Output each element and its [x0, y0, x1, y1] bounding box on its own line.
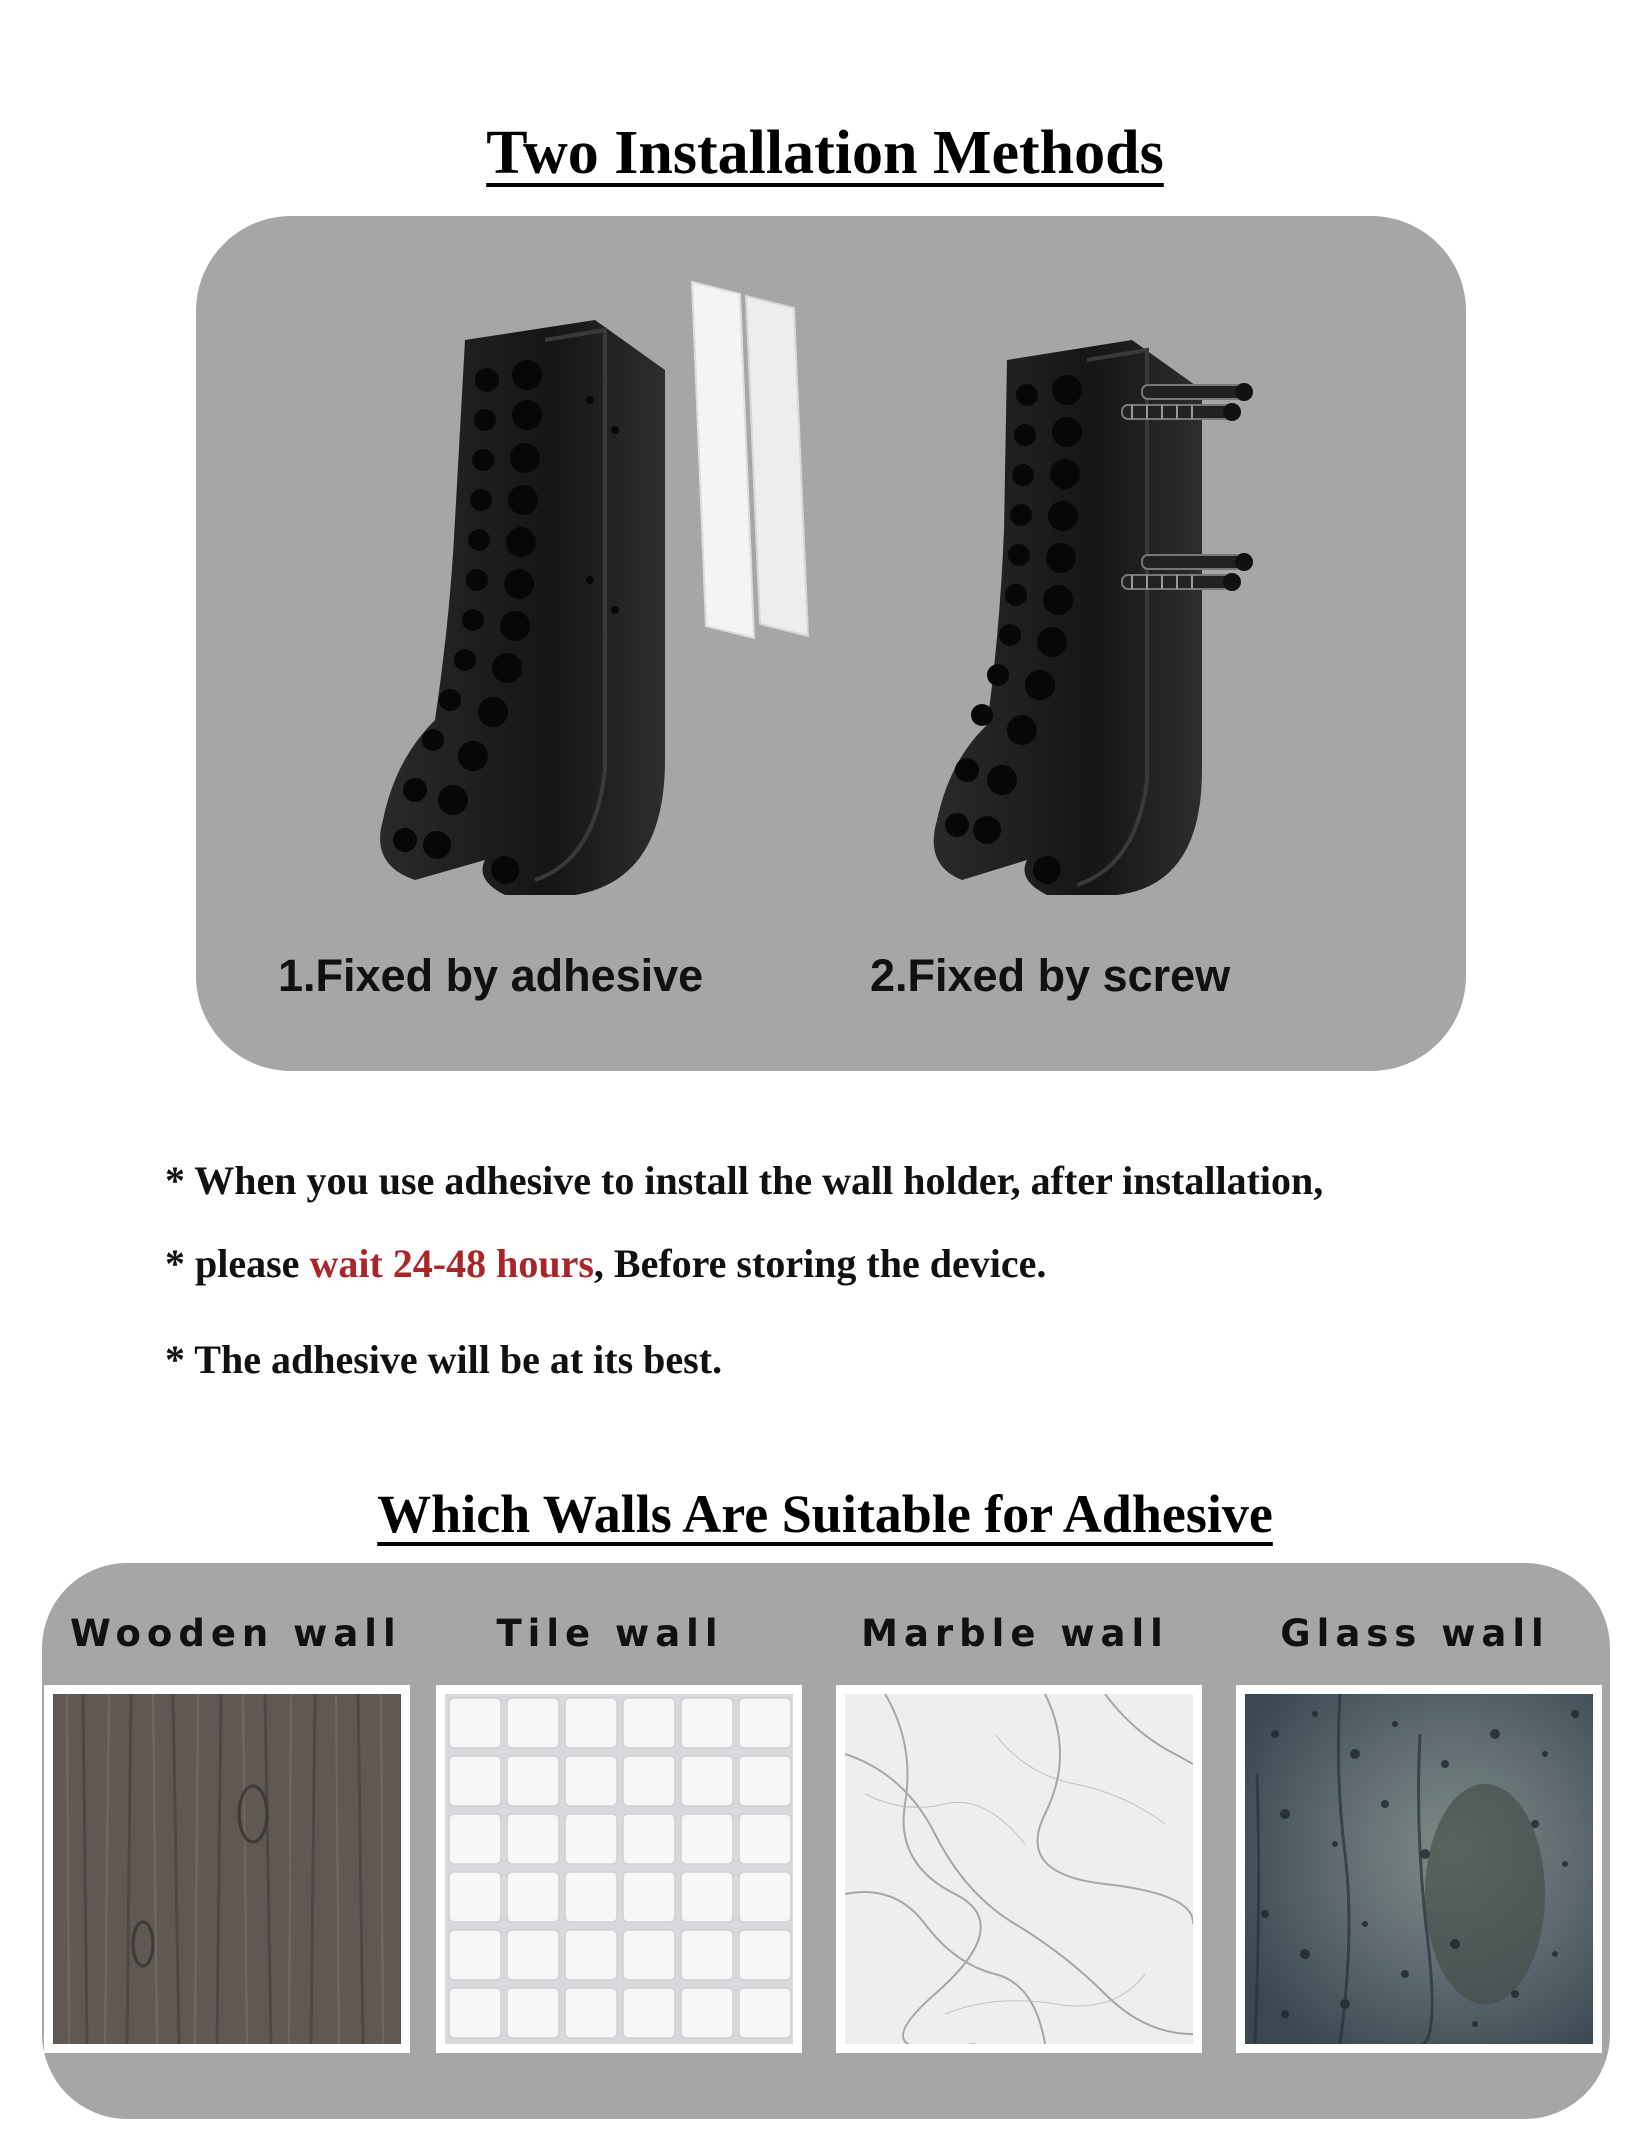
glass-wall-image [1236, 1685, 1602, 2053]
wall-label-glass: Glass wall [1280, 1612, 1550, 1655]
wall-label-wooden: Wooden wall [70, 1612, 402, 1655]
note-line-1: * When you use adhesive to install the wall holder, after installation, [165, 1158, 1324, 1203]
wall-label-tile: Tile wall [496, 1612, 724, 1655]
wall-label-marble: Marble wall [861, 1612, 1169, 1655]
wait-time-highlight: wait 24-48 hours [309, 1241, 594, 1286]
note-line-2-suffix: , Before storing the device. [593, 1241, 1047, 1286]
page-title: Two Installation Methods [486, 119, 1164, 187]
wooden-wall-image [44, 1685, 410, 2053]
note-line-3: * The adhesive will be at its best. [165, 1337, 723, 1382]
method-adhesive-label: 1.Fixed by adhesive [278, 950, 704, 1001]
marble-wall-image [836, 1685, 1202, 2053]
adhesive-strips-image [690, 280, 810, 640]
note-line-2 [165, 1240, 1046, 1287]
walls-section-title: Which Walls Are Suitable for Adhesive [377, 1484, 1273, 1544]
bracket-screw-image [932, 340, 1292, 900]
method-screw-label: 2.Fixed by screw [870, 950, 1231, 1001]
bracket-adhesive-image [375, 320, 675, 900]
note-line-2-prefix: * please [165, 1241, 310, 1286]
tile-wall-image [436, 1685, 802, 2053]
